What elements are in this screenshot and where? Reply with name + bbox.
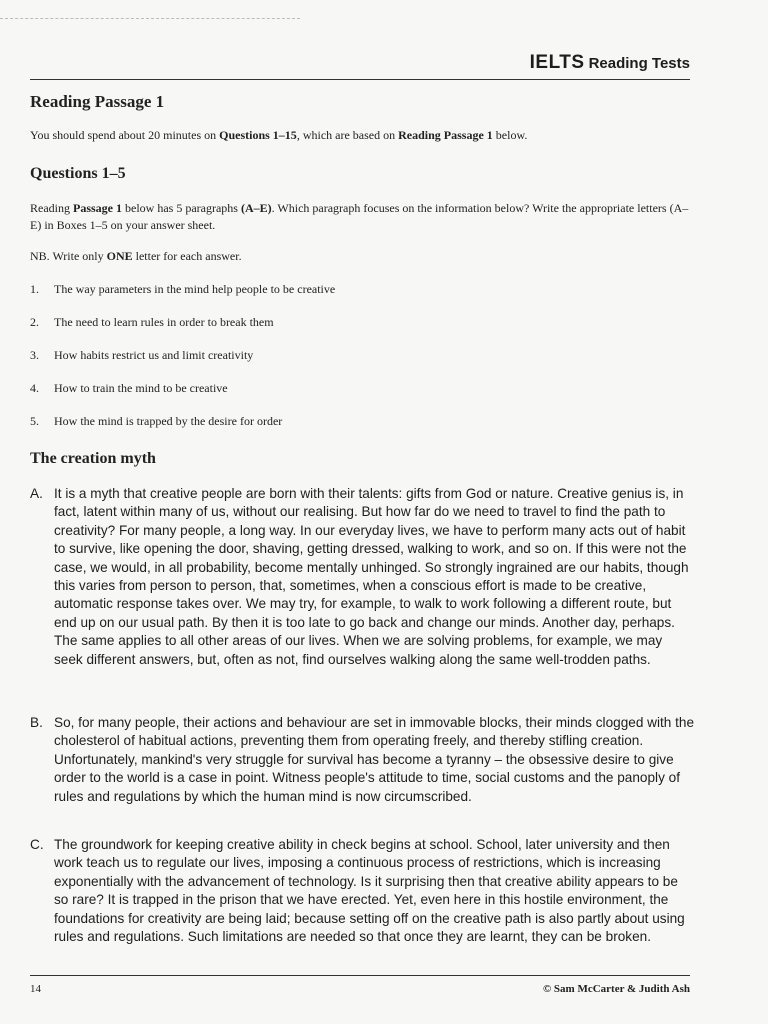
header-rule: [30, 79, 690, 80]
question-text: How habits restrict us and limit creativity: [54, 348, 254, 362]
nb-note: NB. Write only ONE letter for each answer.: [30, 249, 242, 263]
question-number: 5.: [30, 414, 39, 428]
time-instruction: You should spend about 20 minutes on Questions 1–15, which are based on Reading Passage 1 below.: [30, 128, 528, 142]
question-number: 1.: [30, 282, 39, 296]
question-text: How the mind is trapped by the desire for order: [54, 414, 283, 428]
question-item: [30, 381, 690, 414]
brand-main: IELTS: [529, 52, 585, 73]
paragraph-letter: B.: [30, 715, 43, 730]
paragraph-text: So, for many people, their actions and behaviour are set in immovable blocks, their minds clogged with the cholesterol of habitual actions, preventing them from operating freely, and thereby stifling creation. Unfortunately, mankind's very struggle for survival has become a tyranny – the obsessive desire to give order to the world is a case in point. Witness people's attitude to time, social customs and the panoply of rules and regulations by which the human mind is now circumscribed.: [54, 715, 695, 804]
paragraph-text: The groundwork for keeping creative ability in check begins at school. School, later university and then work teach us to regulate our lives, imposing a continuous process of restrictions, which is increasing exponentially with the advancement of technology. Is it surprising then that creative ability appears to be so rare? It is trapped in the prison that we have erected. Yet, even here in this hostile environment, the foundations for creativity are being laid; because setting off on the creative path is also partly about using rules and regulations. Such limitations are needed so that once they are learnt, they can be broken.: [54, 837, 685, 945]
questions-ref: Questions 1–15: [219, 128, 297, 142]
running-header: [30, 52, 690, 74]
scan-artifact-line: [0, 18, 300, 19]
question-number: 3.: [30, 348, 39, 362]
questions-heading: Questions 1–5: [30, 165, 126, 182]
copyright: © Sam McCarter & Judith Ash: [542, 983, 690, 995]
paragraph-text: It is a myth that creative people are born with their talents: gifts from God or nature. Creative genius is, in fact, latent within many of us, without our realising. But how far do we need to travel to find the path to creativity? For many people, a long way. In our everyday lives, we have to perform many acts out of habit to survive, like opening the door, shaving, getting dressed, walking to work, and so on. If this were not the case, we would, in all probability, become mentally unhinged. So strongly ingrained are our habits, though this varies from person to person, that, sometimes, when a conscious effort is made to be creative, automatic response takes over. We may try, for example, to walk to work following a different route, but end up on our usual path. By then it is too late to go back and change our minds. Another day, perhaps. The same applies to all other areas of our lives. When we are solving problems, for example, we may seek different answers, but, often as not, find ourselves walking along the same well-trodden paths.: [54, 486, 689, 667]
question-item: [30, 282, 690, 315]
question-list: [30, 282, 690, 447]
passage-ref: Reading Passage 1: [398, 128, 493, 142]
footer-rule: [30, 975, 690, 976]
paragraph-b: [30, 714, 694, 806]
page-number: 14: [30, 983, 41, 995]
question-text: How to train the mind to be creative: [54, 381, 228, 395]
question-item: [30, 414, 690, 447]
question-text: The way parameters in the mind help people to be creative: [54, 282, 336, 296]
question-number: 2.: [30, 315, 39, 329]
question-item: [30, 348, 690, 381]
question-text: The need to learn rules in order to break them: [54, 315, 274, 329]
paragraph-a: [30, 485, 694, 669]
question-number: 4.: [30, 381, 39, 395]
brand-sub: Reading Tests: [588, 55, 690, 72]
paragraph-letter: A.: [30, 486, 43, 501]
article-title: The creation myth: [30, 450, 156, 467]
questions-intro: Reading Passage 1 below has 5 paragraphs (A–E). Which paragraph focuses on the information below? Write the appropriate letters (A–E) in Boxes 1–5 on your answer sheet.: [30, 201, 689, 232]
paragraph-c: [30, 836, 694, 946]
question-item: [30, 315, 690, 348]
passage-heading: Reading Passage 1: [30, 92, 165, 111]
paragraph-letter: C.: [30, 837, 44, 852]
